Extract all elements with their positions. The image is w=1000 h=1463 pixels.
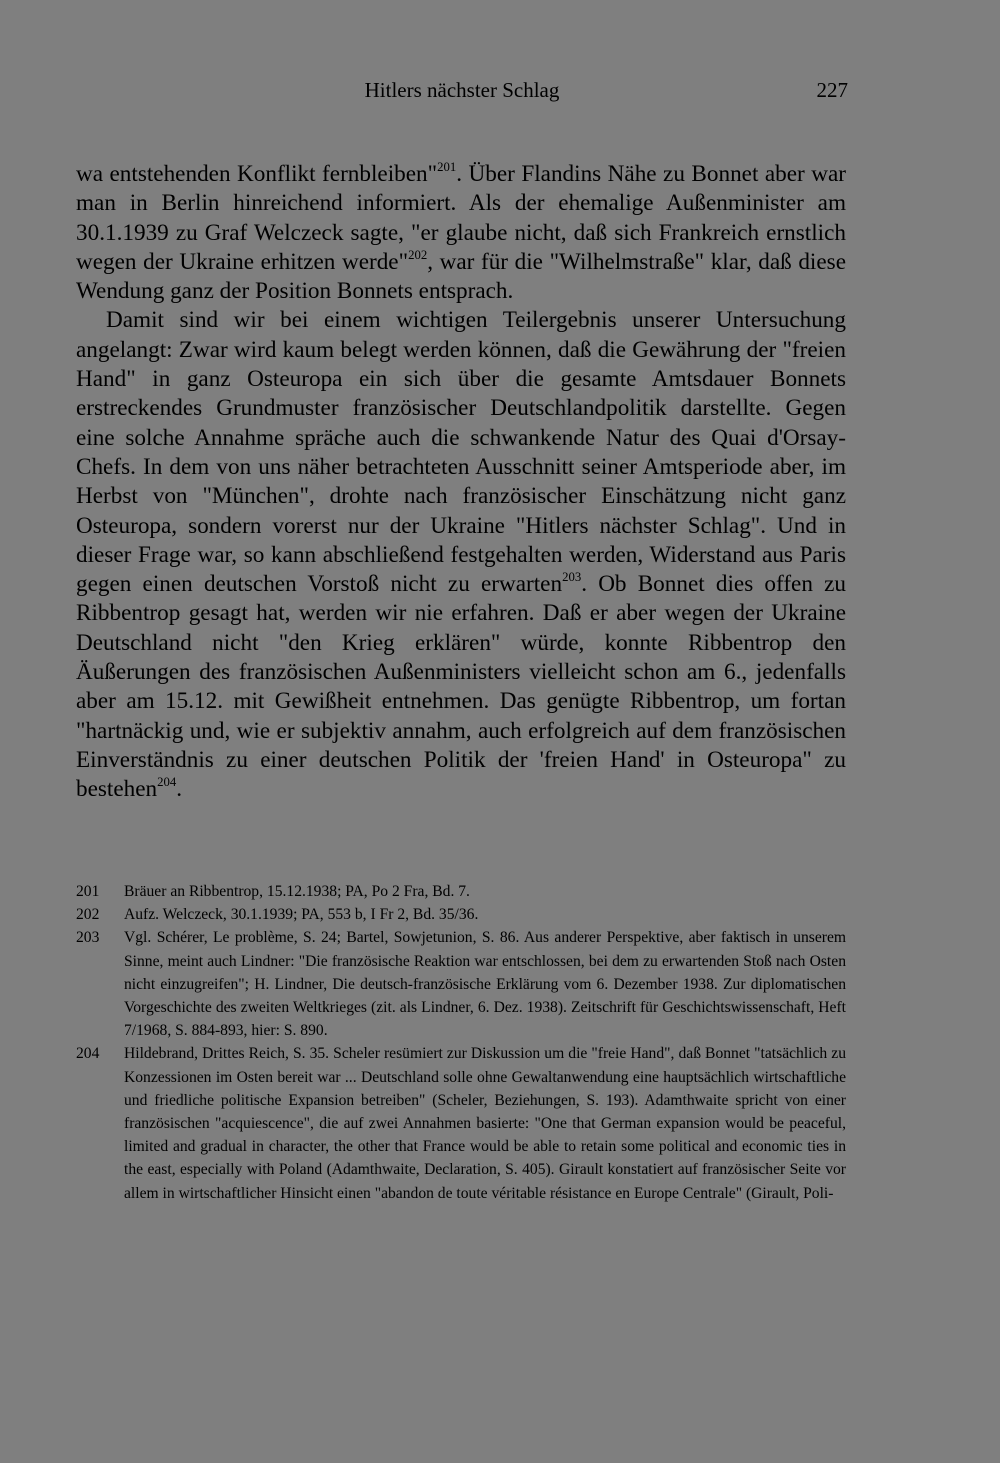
paragraph-text: . xyxy=(176,776,183,803)
paragraph-1 xyxy=(76,160,846,306)
page-number: 227 xyxy=(816,78,848,102)
footnote-text: Aufz. Welczeck, 30.1.1939; PA, 553 b, I Fr 2, Bd. 35/36. xyxy=(124,906,479,924)
paragraph-text: . Ob Bonnet dies offen zu Ribbentrop gesagt hat, werden wir nie erfahren. Daß er aber wegen der Ukraine Deutschland nicht "den Krieg erklären" würde, konnte Ribbentrop den Äußerungen des französischen Außenministers vielleicht schon am 6., jedenfalls aber am 15.12. mit Gewißheit entnehmen. Das genügte Ribbentrop, um fortan "hartnäckig und, wie er subjektiv annahm, auch erfolgreich auf dem französischen Einverständnis zu einer deutschen Politik der 'freien Hand' in Osteuropa" zu bestehen xyxy=(76,571,846,803)
footnote-ref-202: 202 xyxy=(408,247,428,262)
footnote-number: 202 xyxy=(76,906,100,924)
paragraph-text: . Über Flandins Nähe zu Bonnet aber war man in Berlin hinreichend informiert. Als der ehemalige Außenminister am 30.1.1939 zu Graf Welczeck sagte, "er glaube nicht, daß sich Frankreich ernstlich wegen der Ukraine erhitzen werde" xyxy=(76,161,846,275)
footnote-203 xyxy=(76,926,846,1042)
footnote-201 xyxy=(76,880,846,903)
footnote-202 xyxy=(76,903,846,926)
footnote-text: Vgl. Schérer, Le problème, S. 24; Bartel, Sowjetunion, S. 86. Aus anderer Perspektive, aber faktisch in unserem Sinne, meint auch Lindner: "Die französische Reaktion war entschlossen, bei dem zu erwartenden Stoß nach Osten nicht einzugreifen"; H. Lindner, Die deutsch-französische Erklärung vom 6. Dezember 1938. Zur diplomatischen Vorgeschichte des zweiten Weltkrieges (zit. als Lindner, 6. Dez. 1938). Zeitschrift für Geschichtswissenschaft, Heft 7/1968, S. 884-893, hier: S. 890. xyxy=(124,929,846,1040)
footnote-ref-203: 203 xyxy=(562,569,582,584)
footnotes xyxy=(76,880,846,1205)
footnote-text: Bräuer an Ribbentrop, 15.12.1938; PA, Po 2 Fra, Bd. 7. xyxy=(124,883,470,900)
running-title: Hitlers nächster Schlag xyxy=(364,78,560,102)
footnote-number: 201 xyxy=(76,883,100,900)
paragraph-text: Damit sind wir bei einem wichtigen Teilergebnis unserer Untersuchung angelangt: Zwar wird kaum belegt werden können, daß die Gewährung der "freien Hand" in ganz Osteuropa ein sich über die gesamte Amtsdauer Bonnets erstreckendes Grundmuster französischer Deutschlandpolitik darstellte. Gegen eine solche Annahme spräche auch die schwankende Natur des Quai d'Orsay-Chefs. In dem von uns näher betrachteten Ausschnitt seiner Amtsperiode aber, im Herbst von "München", drohte nach französischer Einschätzung nicht ganz Osteuropa, sondern vorerst nur der Ukraine "Hitlers nächster Schlag". Und in dieser Frage war, so kann abschließend festgehalten werden, Widerstand aus Paris gegen einen deutschen Vorstoß nicht zu erwarten xyxy=(76,307,846,598)
footnote-ref-204: 204 xyxy=(157,775,177,790)
footnote-text: Hildebrand, Drittes Reich, S. 35. Scheler resümiert zur Diskussion um die "freie Hand", daß Bonnet "tatsächlich zu Konzessionen im Osten bereit war ... Deutschland solle ohne Gewaltanwendung eine hauptsächlich wirtschaftliche und friedliche politische Expansion betreiben" (Scheler, Beziehungen, S. 193). Adamthwaite spricht von einer französischen "acquiescence", die auf zwei Annahmen basierte: "One that German expansion would be peaceful, limited and gradual in character, the other that France would be able to retain some political and economic ties in the east, especially with Poland (Adamthwaite, Declaration, S. 405). Girault konstatiert auf französischer Seite vor allem in wirtschaftlicher Hinsicht einen "abandon de toute véritable résistance en Europe Centrale" (Girault, Poli- xyxy=(124,1045,846,1202)
footnote-number: 203 xyxy=(76,929,100,947)
footnote-204 xyxy=(76,1042,846,1204)
running-header xyxy=(76,78,848,108)
footnote-number: 204 xyxy=(76,1045,100,1063)
paragraph-text: wa entstehenden Konflikt fernbleiben" xyxy=(76,161,438,187)
paragraph-text: , war für die "Wilhelmstraße" klar, daß diese Wendung ganz der Position Bonnets entsprach. xyxy=(76,248,846,305)
paragraph-2 xyxy=(76,306,846,804)
footnote-ref-201: 201 xyxy=(437,159,457,174)
main-text xyxy=(76,160,846,805)
